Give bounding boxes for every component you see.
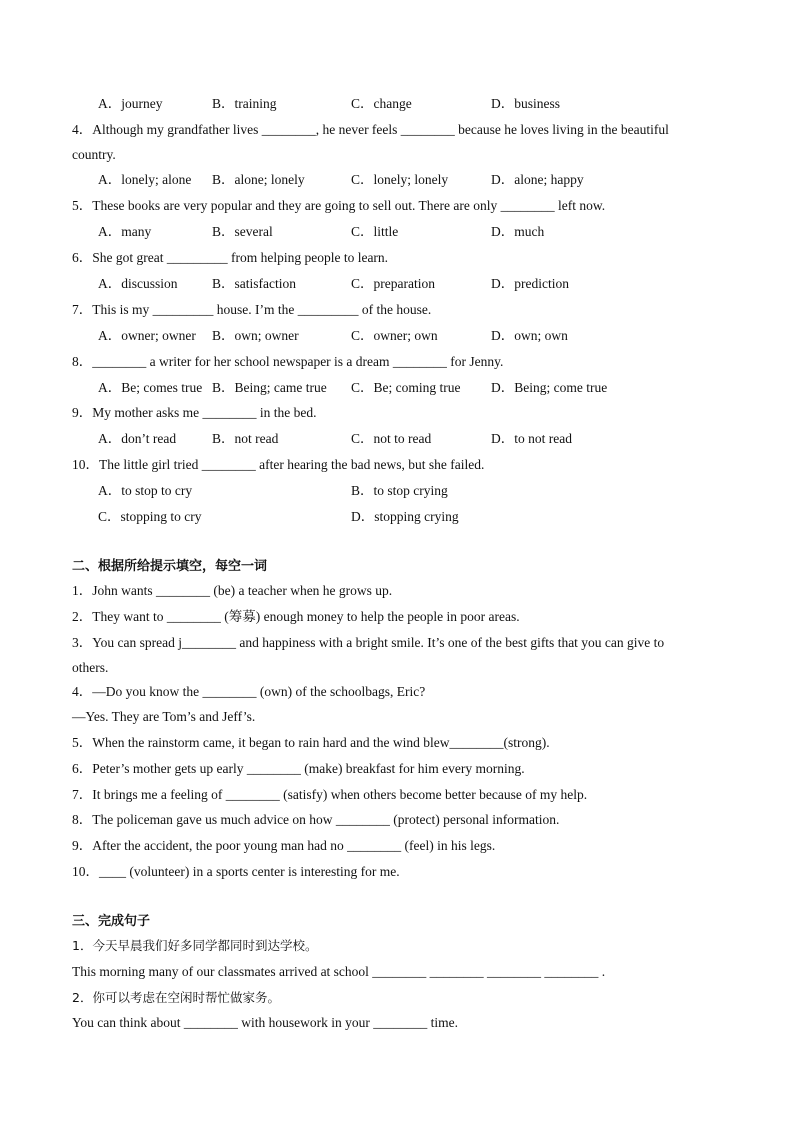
s2-item-1: 1．John wants ________ (be) a teacher when he grows up. bbox=[72, 583, 393, 598]
q5-stem: 5．These books are very popular and they are going to sell out. There are only ________ left now. bbox=[72, 198, 606, 213]
q9-stem: 9．My mother asks me ________ in the bed. bbox=[72, 405, 317, 420]
q9-option-d: D．to not read bbox=[491, 431, 572, 446]
q9-option-b: B．not read bbox=[212, 431, 279, 446]
s2-item-7: 7．It brings me a feeling of ________ (satisfy) when others become better because of my help. bbox=[72, 787, 588, 802]
s2-item-3: 3．You can spread j________ and happiness with a bright smile. It’s one of the best gifts that you can give to bbox=[72, 635, 665, 650]
q6-options bbox=[98, 275, 738, 293]
q8-option-a: A．Be; comes true bbox=[98, 380, 203, 395]
q6-stem: 6．She got great _________ from helping people to learn. bbox=[72, 250, 389, 265]
s3-item-2-sentence: You can think about ________ with housework in your ________ time. bbox=[72, 1015, 458, 1030]
q4-option-b: B．alone; lonely bbox=[212, 172, 305, 187]
s3-item-2-prompt: 2．你可以考虑在空闲时帮忙做家务。 bbox=[72, 990, 280, 1005]
s3-item-1-prompt: 1．今天早晨我们好多同学都同时到达学校。 bbox=[72, 938, 318, 953]
q4-stem-cont: country. bbox=[72, 147, 116, 162]
q9-option-a: A．don’t read bbox=[98, 431, 177, 446]
q3-option-a: A．journey bbox=[98, 96, 163, 111]
q10-option-a: A．to stop to cry bbox=[98, 483, 193, 498]
q3-option-b: B．training bbox=[212, 96, 277, 111]
section2-heading: 二、根据所给提示填空，每空一词 bbox=[72, 559, 268, 574]
q3-options bbox=[98, 95, 738, 113]
q10-options-row2 bbox=[98, 508, 738, 526]
q10-option-d: D．stopping crying bbox=[351, 509, 459, 524]
q8-option-d: D．Being; come true bbox=[491, 380, 608, 395]
q5-option-a: A．many bbox=[98, 224, 152, 239]
q10-stem: 10．The little girl tried ________ after hearing the bad news, but she failed. bbox=[72, 457, 485, 472]
q5-options bbox=[98, 223, 738, 241]
q5-option-c: C．little bbox=[351, 224, 399, 239]
q10-option-c: C．stopping to cry bbox=[98, 509, 202, 524]
q6-option-a: A．discussion bbox=[98, 276, 178, 291]
q8-stem: 8．________ a writer for her school newspaper is a dream ________ for Jenny. bbox=[72, 354, 504, 369]
section3-heading: 三、完成句子 bbox=[72, 914, 151, 929]
s2-item-6: 6．Peter’s mother gets up early ________ (make) breakfast for him every morning. bbox=[72, 761, 525, 776]
q8-option-b: B．Being; came true bbox=[212, 380, 327, 395]
q10-options-row1 bbox=[98, 482, 738, 500]
q3-option-d: D．business bbox=[491, 96, 561, 111]
q5-option-d: D．much bbox=[491, 224, 545, 239]
s2-item-4: 4．—Do you know the ________ (own) of the schoolbags, Eric? bbox=[72, 684, 426, 699]
q10-option-b: B．to stop crying bbox=[351, 483, 448, 498]
s2-item-2: 2．They want to ________ (筹募) enough money to help the people in poor areas. bbox=[72, 609, 520, 624]
q8-option-c: C．Be; coming true bbox=[351, 380, 461, 395]
q9-option-c: C．not to read bbox=[351, 431, 432, 446]
s2-item-4-answer: —Yes. They are Tom’s and Jeff’s. bbox=[72, 709, 256, 724]
q6-option-d: D．prediction bbox=[491, 276, 569, 291]
s3-item-1-sentence: This morning many of our classmates arrived at school ________ ________ ________ ________ . bbox=[72, 964, 606, 979]
q4-options bbox=[98, 171, 738, 189]
q4-option-c: C．lonely; lonely bbox=[351, 172, 449, 187]
q7-option-c: C．owner; own bbox=[351, 328, 438, 343]
q6-option-c: C．preparation bbox=[351, 276, 435, 291]
q7-option-b: B．own; owner bbox=[212, 328, 299, 343]
q4-stem: 4．Although my grandfather lives ________, he never feels ________ because he loves living in the beautiful bbox=[72, 122, 669, 137]
q7-option-a: A．owner; owner bbox=[98, 328, 196, 343]
q6-option-b: B．satisfaction bbox=[212, 276, 296, 291]
q5-option-b: B．several bbox=[212, 224, 273, 239]
s2-item-9: 9．After the accident, the poor young man had no ________ (feel) in his legs. bbox=[72, 838, 496, 853]
q3-option-c: C．change bbox=[351, 96, 412, 111]
q7-options bbox=[98, 327, 738, 345]
q9-options bbox=[98, 430, 738, 448]
s2-item-10: 10．____ (volunteer) in a sports center is interesting for me. bbox=[72, 864, 400, 879]
q4-option-d: D．alone; happy bbox=[491, 172, 584, 187]
s2-item-5: 5．When the rainstorm came, it began to rain hard and the wind blew________(strong). bbox=[72, 735, 550, 750]
q7-stem: 7．This is my _________ house. I’m the _________ of the house. bbox=[72, 302, 432, 317]
s2-item-3-cont: others. bbox=[72, 660, 109, 675]
q4-option-a: A．lonely; alone bbox=[98, 172, 192, 187]
s2-item-8: 8．The policeman gave us much advice on how ________ (protect) personal information. bbox=[72, 812, 560, 827]
q7-option-d: D．own; own bbox=[491, 328, 568, 343]
q8-options bbox=[98, 379, 738, 397]
